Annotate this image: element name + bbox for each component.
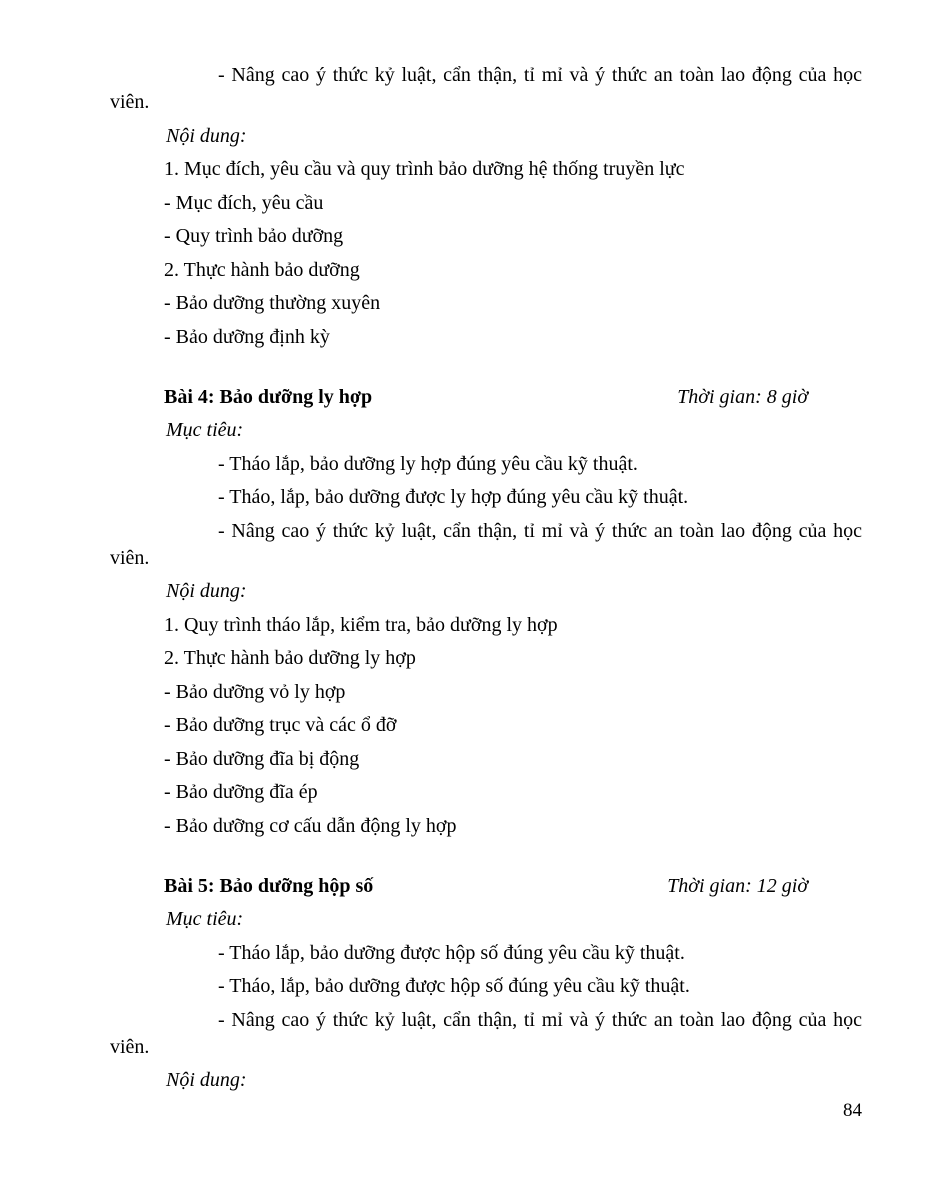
lesson4-objective: - Tháo, lắp, bảo dưỡng được ly hợp đúng yêu cầu kỹ thuật. [218,486,689,508]
lesson4-item: - Bảo dưỡng vỏ ly hợp [164,680,346,703]
lesson5-title: Bài 5: Bảo dưỡng hộp số [164,874,374,897]
intro-item: 2. Thực hành bảo dưỡng [164,258,360,281]
lesson4-item: 1. Quy trình tháo lắp, kiểm tra, bảo dưỡng ly hợp [164,613,558,636]
lesson4-item: - Bảo dưỡng đĩa ép [164,781,318,803]
lesson5-time: Thời gian: 12 giờ [667,874,808,897]
lesson4-item: - Bảo dưỡng cơ cấu dẫn động ly hợp [164,814,457,837]
lesson4-title: Bài 4: Bảo dưỡng ly hợp [164,385,373,408]
lesson4-muc-tieu-label: Mục tiêu: [166,419,244,441]
intro-item: - Mục đích, yêu cầu [164,191,324,214]
lesson4-time: Thời gian: 8 giờ [677,385,808,408]
page-number: 84 [843,1100,862,1121]
lesson5-muc-tieu-label: Mục tiêu: [166,908,244,930]
intro-item: - Quy trình bảo dưỡng [164,225,344,247]
intro-item: - Bảo dưỡng định kỳ [164,325,330,348]
lesson5-objective-paragraph: - Nâng cao ý thức kỷ luật, cẩn thận, tỉ mỉ và ý thức an toàn lao động của học viên. [110,1008,862,1058]
lesson4-item: - Bảo dưỡng trục và các ổ đỡ [164,714,397,736]
lesson4-item: - Bảo dưỡng đĩa bị động [164,747,360,770]
lesson4-objective: - Tháo lắp, bảo dưỡng ly hợp đúng yêu cầu kỹ thuật. [218,452,638,475]
lesson4-objective-paragraph: - Nâng cao ý thức kỷ luật, cẩn thận, tỉ mỉ và ý thức an toàn lao động của học viên. [110,519,862,569]
lesson5-objective: - Tháo lắp, bảo dưỡng được hộp số đúng yêu cầu kỹ thuật. [218,941,685,964]
intro-item: 1. Mục đích, yêu cầu và quy trình bảo dưỡng hệ thống truyền lực [164,158,685,180]
intro-item: - Bảo dưỡng thường xuyên [164,292,381,314]
lesson5-heading [110,873,862,900]
lesson5-objective: - Tháo, lắp, bảo dưỡng được hộp số đúng yêu cầu kỹ thuật. [218,975,690,997]
lesson4-heading [110,384,862,411]
lesson4-noi-dung-label: Nội dung: [166,580,247,602]
lesson5-noi-dung-label: Nội dung: [166,1069,247,1091]
intro-objective-paragraph: - Nâng cao ý thức kỷ luật, cẩn thận, tỉ mỉ và ý thức an toàn lao động của học viên. [110,64,862,113]
intro-noi-dung-label: Nội dung: [166,124,247,147]
lesson4-item: 2. Thực hành bảo dưỡng ly hợp [164,647,416,669]
